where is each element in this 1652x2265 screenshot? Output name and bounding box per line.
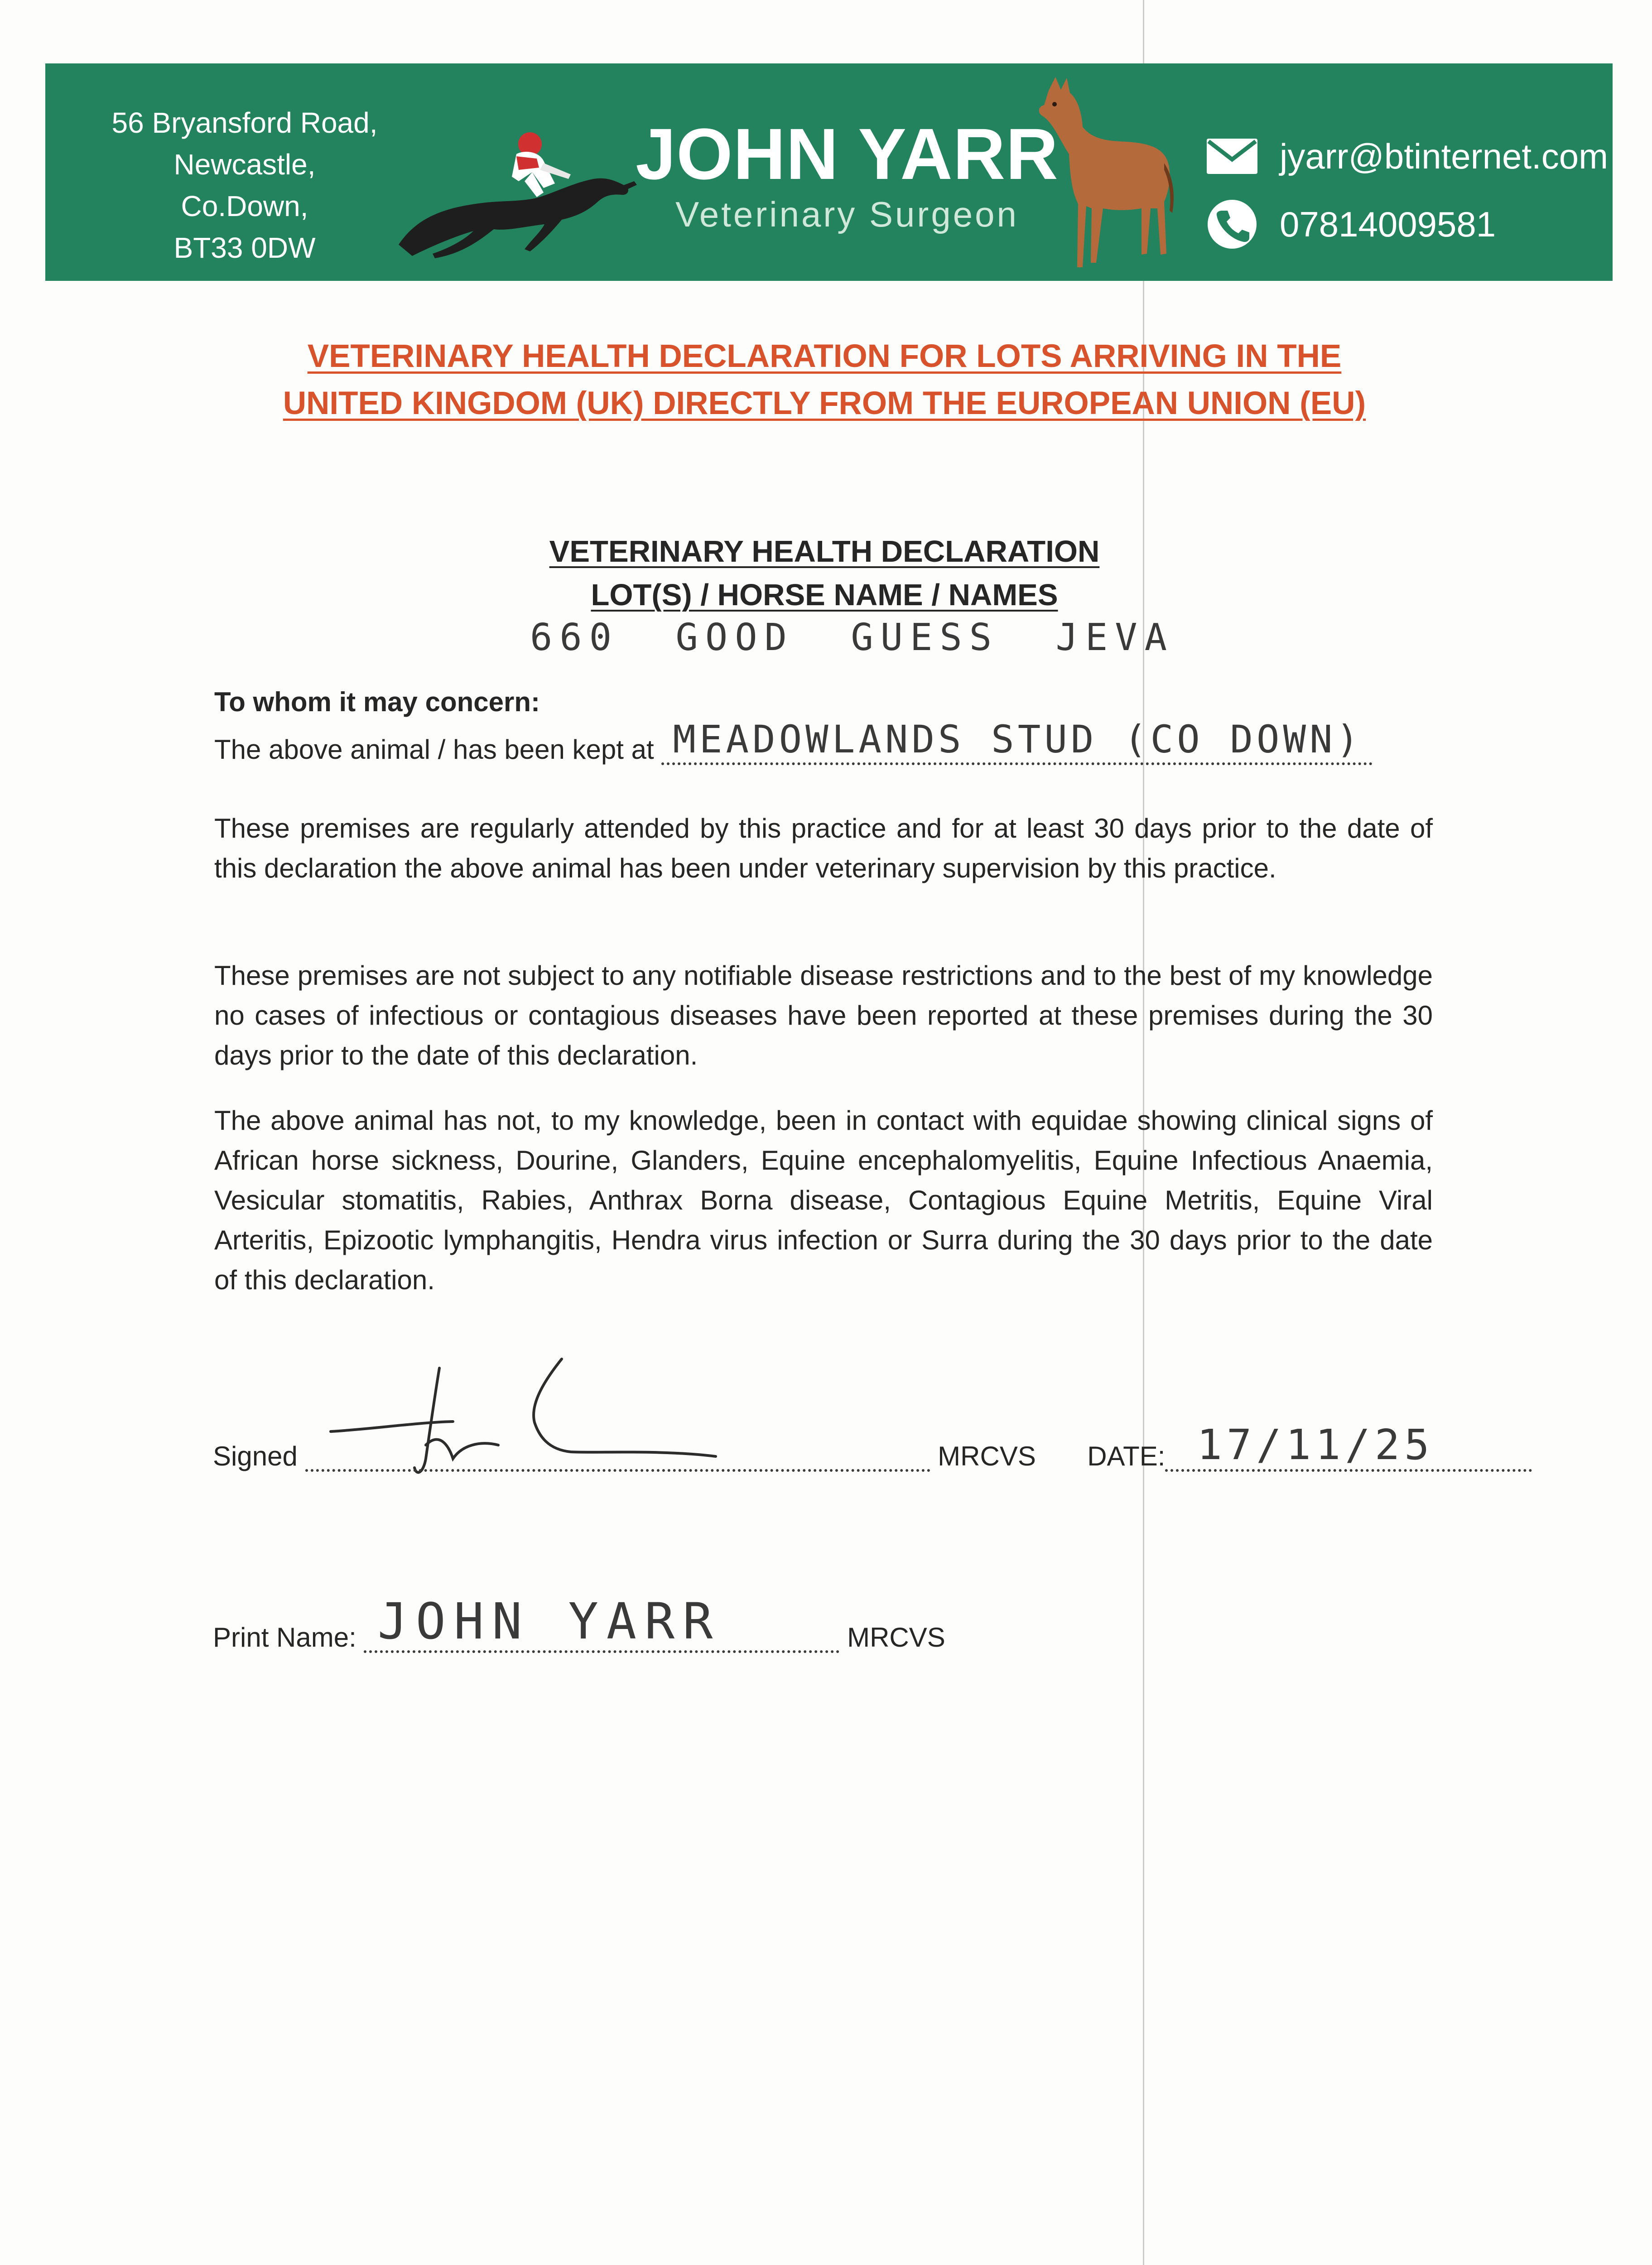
signed-line <box>213 1421 1532 1472</box>
letterhead-banner <box>45 63 1613 281</box>
salutation: To whom it may concern: <box>214 687 540 717</box>
print-name-handwritten: JOHN YARR <box>377 1592 721 1650</box>
signature-field <box>305 1446 930 1472</box>
phone-text[interactable]: 07814009581 <box>1280 204 1496 244</box>
print-name-field <box>364 1592 839 1653</box>
kept-at-field <box>661 717 1373 765</box>
declaration-heading-title: VETERINARY HEALTH DECLARATION <box>549 535 1100 569</box>
declaration-heading <box>453 530 1196 617</box>
address-line-3: Co.Down, <box>181 190 308 222</box>
kept-at-label: The above animal / has been kept at <box>214 734 654 765</box>
kept-at-line <box>214 717 1373 765</box>
horse-names-handwritten: 660 GOOD GUESS JEVA <box>530 616 1174 659</box>
print-mrcvs: MRCVS <box>847 1622 945 1653</box>
phone-row <box>1205 190 1608 258</box>
email-text[interactable]: jyarr@btinternet.com <box>1280 136 1609 176</box>
document-title-line-2: UNITED KINGDOM (UK) DIRECTLY FROM THE EUROPEAN UNION (EU) <box>283 386 1366 421</box>
foal-image <box>1028 72 1182 281</box>
paragraph-diseases: The above animal has not, to my knowledge, been in contact with equidae showing clinical signs of African horse sickness, Dourine, Glanders, Equine encephalomyelitis, Equine Infectious Anaemia, Vesicular stomatitis, Rabies, Anthrax Borna disease, Contagious Equine Metritis, Equine Viral Arteritis, Epizootic lymphangitis, Hendra virus infection or Surra during the 30 days prior to the date of this declaration. <box>214 1105 1433 1295</box>
brand-name: JOHN YARR <box>636 113 1059 194</box>
date-label: DATE: <box>1087 1441 1166 1471</box>
paragraph-restrictions: These premises are not subject to any notifiable disease restrictions and to the best of my knowledge no cases of infectious or contagious diseases have been reported at these premises during the 30 days prior to the date of this declaration. <box>214 960 1433 1070</box>
date-field <box>1165 1421 1532 1472</box>
contact-block <box>1205 122 1608 258</box>
print-name-line <box>213 1592 945 1653</box>
premises-handwritten: MEADOWLANDS STUD (CO DOWN) <box>673 717 1363 761</box>
signed-label: Signed <box>213 1441 298 1471</box>
jockey-horse-image <box>380 95 652 276</box>
print-name-label: Print Name: <box>213 1622 356 1653</box>
brand-subtitle: Veterinary Surgeon <box>675 194 1019 234</box>
address-line-1: 56 Bryansford Road, <box>111 106 378 139</box>
date-handwritten: 17/11/25 <box>1197 1421 1434 1469</box>
declaration-heading-subtitle: LOT(S) / HORSE NAME / NAMES <box>591 578 1058 612</box>
email-row <box>1205 122 1608 190</box>
signed-mrcvs: MRCVS <box>938 1441 1036 1471</box>
envelope-icon <box>1205 136 1259 177</box>
brand-block <box>621 113 1074 235</box>
phone-icon <box>1205 197 1259 251</box>
address-line-2: Newcastle, <box>173 148 316 181</box>
address-block <box>86 102 403 269</box>
address-line-4: BT33 0DW <box>173 231 316 264</box>
document-title-line-1: VETERINARY HEALTH DECLARATION FOR LOTS ARRIVING IN THE <box>307 338 1342 374</box>
document-title <box>254 333 1395 427</box>
paragraph-supervision: These premises are regularly attended by this practice and for at least 30 days prior to the date of this declaration the above animal has been under veterinary supervision by this practice. <box>214 813 1433 883</box>
